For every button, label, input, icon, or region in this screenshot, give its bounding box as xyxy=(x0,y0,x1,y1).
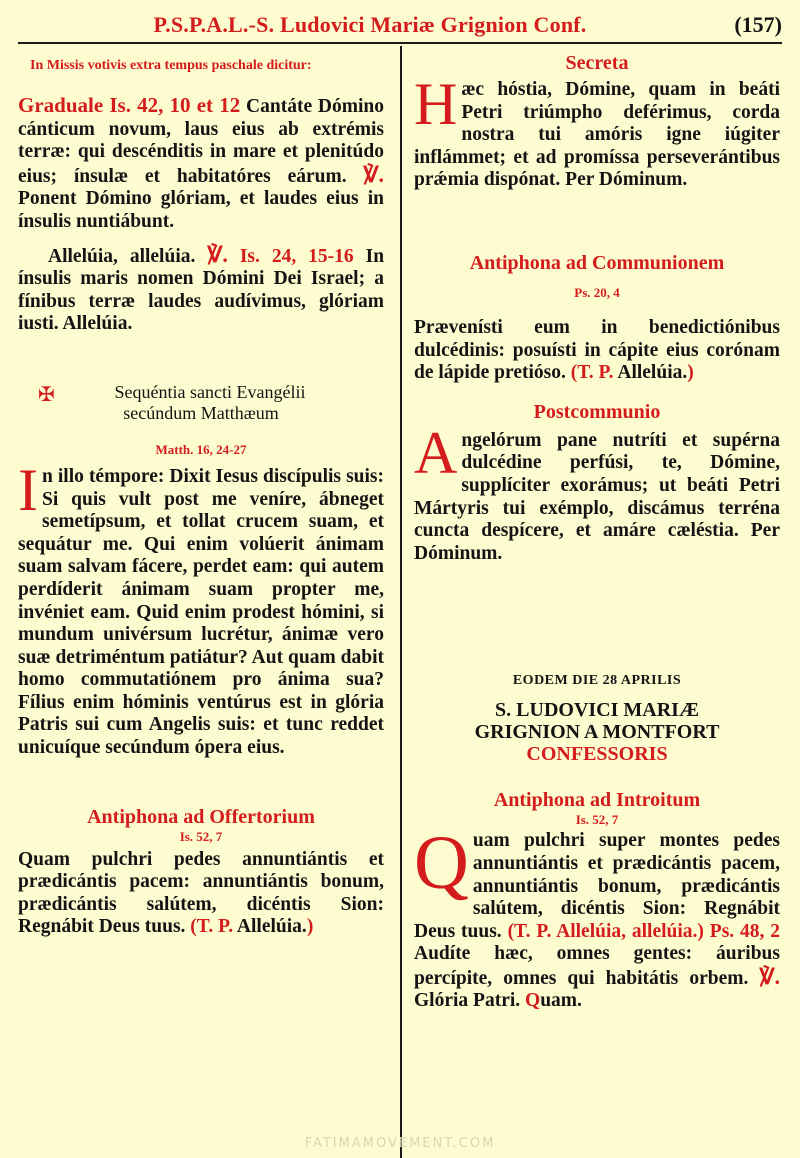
communion-tp: (T. P. xyxy=(570,362,614,384)
graduale-text-2: Ponent Dómino glóriam, et laudes eius in ínsulis nuntiábunt. xyxy=(18,188,384,232)
gospel-title-1: Sequéntia sancti Evangélii xyxy=(114,381,306,402)
left-column xyxy=(18,54,384,939)
graduale-heading: Graduale Is. 42, 10 et 12 xyxy=(18,93,241,117)
secreta-paragraph xyxy=(414,71,780,192)
communion-heading: Antiphona ad Communionem xyxy=(469,251,725,274)
column-divider xyxy=(400,46,402,1158)
repeat-rest: uam. xyxy=(540,990,582,1012)
postcommunio-text: ngelórum pane nutríti et supérna dulcédine perfúsi, te, Dómine, supplíciter exorámus; ut beáti Petri Mártyris tui exémplo, discámus terréna cuncta despícere, et amáre cæléstia. Per Dóminum. xyxy=(414,429,780,564)
secreta-text: æc hóstia, Dómine, quam in beáti Petri triúmpho deférimus, corda nostra tui amóris igne iúgiter inflámmet; et ad promíssa perseverántibus prǽmia dispónat. Per Dóminum. xyxy=(414,79,780,191)
feast-line-1: S. LUDOVICI MARIÆ xyxy=(495,699,699,722)
gospel-text: n illo témpore: Dixit Iesus discípulis suis: Si quis vult post me veníre, ábneget semetípsum, et tollat crucem suam, et sequátur me. Qui enim volúerit ánimam suam salvam fácere, perdet eam: qui autem perdíderit ánimam suam propter me, invéniet eam. Quid enim prodest hómini, si mundum univérsum lucrétur, ánimæ vero suæ detriméntum patiátur? Aut quam dabit homo commutatiónem pro ánima sua? Fílius enim hóminis ventúrus est in glória Patris sui cum Angelis suis: et tunc reddet unicuíque secúndum ópera eius. xyxy=(18,465,384,759)
communion-paragraph xyxy=(414,317,780,385)
introit-tp: (T. P. Allelúia, allelúia.) xyxy=(507,920,704,942)
gospel-text-paragraph xyxy=(18,456,384,760)
watermark: FATIMAMOVEMENT.COM xyxy=(304,1136,496,1151)
gospel-drop-initial: I xyxy=(18,456,38,523)
postcommunio-paragraph xyxy=(414,419,780,566)
graduale-text-1: Cantáte Dómino cánticum novum, laus eius ab extrémis terræ: qui descénditis in mare et plenitúdo eius; ínsulæ et habitatóres eárum. xyxy=(18,96,385,187)
versicle-icon: ℣. xyxy=(759,963,780,989)
communion-text: Prævenísti eum in benedictiónibus dulcédinis: posuísti in cápite eius corónam de lápide pretióso. xyxy=(414,316,780,384)
page-header xyxy=(18,6,782,44)
graduale-paragraph xyxy=(18,94,384,234)
communion-close: ) xyxy=(687,362,694,384)
date-line: EODEM DIE 28 APRILIS xyxy=(512,673,682,689)
introit-text: uam pulchri super montes pedes annuntiántis et prædicántis pacem, annuntiántis bonum, prædicántis salútem, dicéntis Sion: Regnábit Deus tuus. xyxy=(414,830,780,942)
offertory-paragraph xyxy=(18,849,384,939)
postcommunio-heading: Postcommunio xyxy=(533,400,661,423)
intro-rubric: In Missis votivis extra tempus paschale dicitur: xyxy=(30,58,312,73)
introit-heading: Antiphona ad Introitum xyxy=(493,789,701,812)
introit-paragraph xyxy=(414,821,781,1013)
communion-ref: Ps. 20, 4 xyxy=(574,284,620,300)
right-column xyxy=(414,52,780,1013)
gospel-ref: Matth. 16, 24-27 xyxy=(155,441,247,457)
feast-line-3: CONFESSORIS xyxy=(526,743,668,766)
page-number: (157) xyxy=(734,12,782,37)
offertory-alleluia: Allelúia. xyxy=(236,916,307,938)
gloria-text: Glória Patri. xyxy=(414,990,521,1012)
header-title: P.S.P.A.L.-S. Ludovici Mariæ Grignion Conf. xyxy=(153,12,587,37)
feast-line-2: GRIGNION A MONTFORT xyxy=(474,721,720,744)
gospel-title-2: secúndum Matthæum xyxy=(123,402,279,423)
postcommunio-drop-initial: A xyxy=(414,419,458,486)
alleluia-verse: In ínsulis maris nomen Dómini Dei Israel; a fínibus terræ laudes audívimus, glóriam iusti. Allelúia. xyxy=(18,245,385,335)
offertory-tp: (T. P. xyxy=(190,916,234,938)
cross-icon: ✠ xyxy=(38,383,55,406)
alleluia-paragraph xyxy=(18,241,385,336)
communion-alleluia: Allelúia. xyxy=(617,362,688,384)
introit-psalm-ref: Ps. 48, 2 xyxy=(709,920,781,942)
secreta-heading: Secreta xyxy=(565,52,629,74)
repeat-initial: Q xyxy=(525,990,541,1012)
gospel-title-block xyxy=(18,382,384,424)
offertory-close: ) xyxy=(306,916,314,938)
introit-drop-initial: Q xyxy=(414,821,469,906)
introit-psalm-text: Audíte hæc, omnes gentes: áuribus percípite, omnes qui habitátis orbem. xyxy=(414,943,780,989)
alleluia-text: Allelúia, allelúia. xyxy=(48,245,196,267)
introit-ref: Is. 52, 7 xyxy=(575,812,619,828)
offertory-ref: Is. 52, 7 xyxy=(179,828,223,844)
offertory-text: Quam pulchri pedes annuntiántis et prædicántis pacem: annuntiántis bonum, prædicántis salútem, dicéntis Sion: Regnábit Deus tuus. xyxy=(18,848,384,938)
versicle-icon: ℣. xyxy=(363,161,385,187)
alleluia-ref: Is. 24, 15-16 xyxy=(239,245,354,267)
offertory-heading: Antiphona ad Offertorium xyxy=(87,805,315,828)
secreta-drop-initial: H xyxy=(414,71,458,137)
versicle-icon: ℣. xyxy=(207,241,228,267)
